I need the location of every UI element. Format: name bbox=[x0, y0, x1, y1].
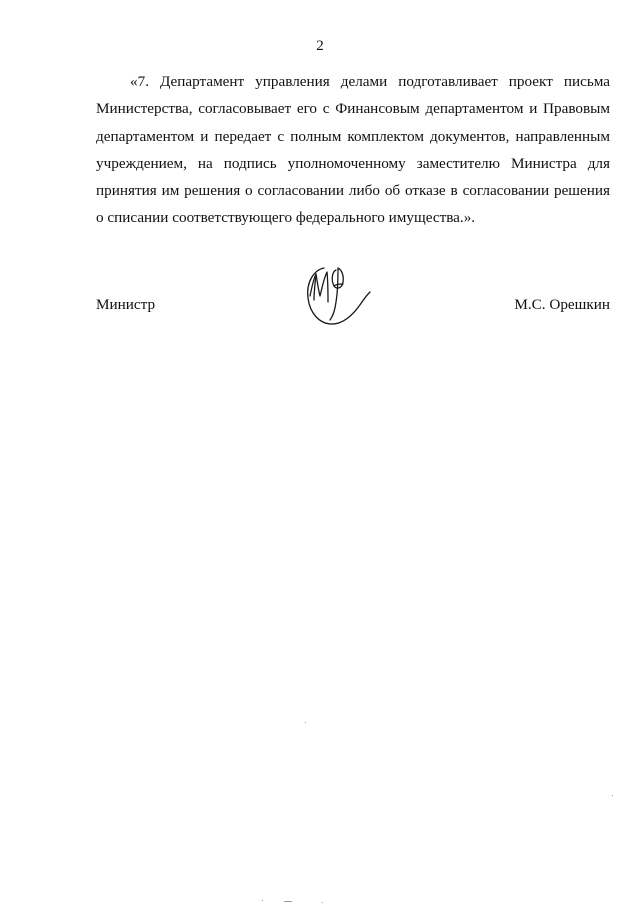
body-paragraph bbox=[96, 68, 610, 232]
paragraph-line: о списании соответствующего федерального имущества.». bbox=[96, 209, 476, 227]
paragraph-line: принятия им решения о согласовании либо об отказе в согласовании решения bbox=[96, 182, 610, 200]
signatory-title: Министр bbox=[96, 296, 156, 313]
page-number: 2 bbox=[316, 38, 324, 54]
paragraph-line: Министерства, согласовывает его с Финансовым департаментом и Правовым bbox=[96, 100, 610, 118]
scan-speck bbox=[305, 722, 306, 723]
paragraph-line: департаментом и передает с полным комплектом документов, направленным bbox=[96, 127, 610, 145]
scan-speck bbox=[262, 900, 263, 901]
scan-speck bbox=[612, 795, 613, 796]
scan-speck bbox=[284, 901, 292, 902]
paragraph-line: «7. Департамент управления делами подготавливает проект письма bbox=[130, 73, 610, 90]
signatory-name: М.С. Орешкин bbox=[514, 296, 610, 313]
handwritten-signature-icon bbox=[300, 262, 372, 332]
paragraph-line: учреждением, на подпись уполномоченному заместителю Министра для bbox=[96, 154, 610, 172]
scan-speck bbox=[322, 902, 323, 903]
